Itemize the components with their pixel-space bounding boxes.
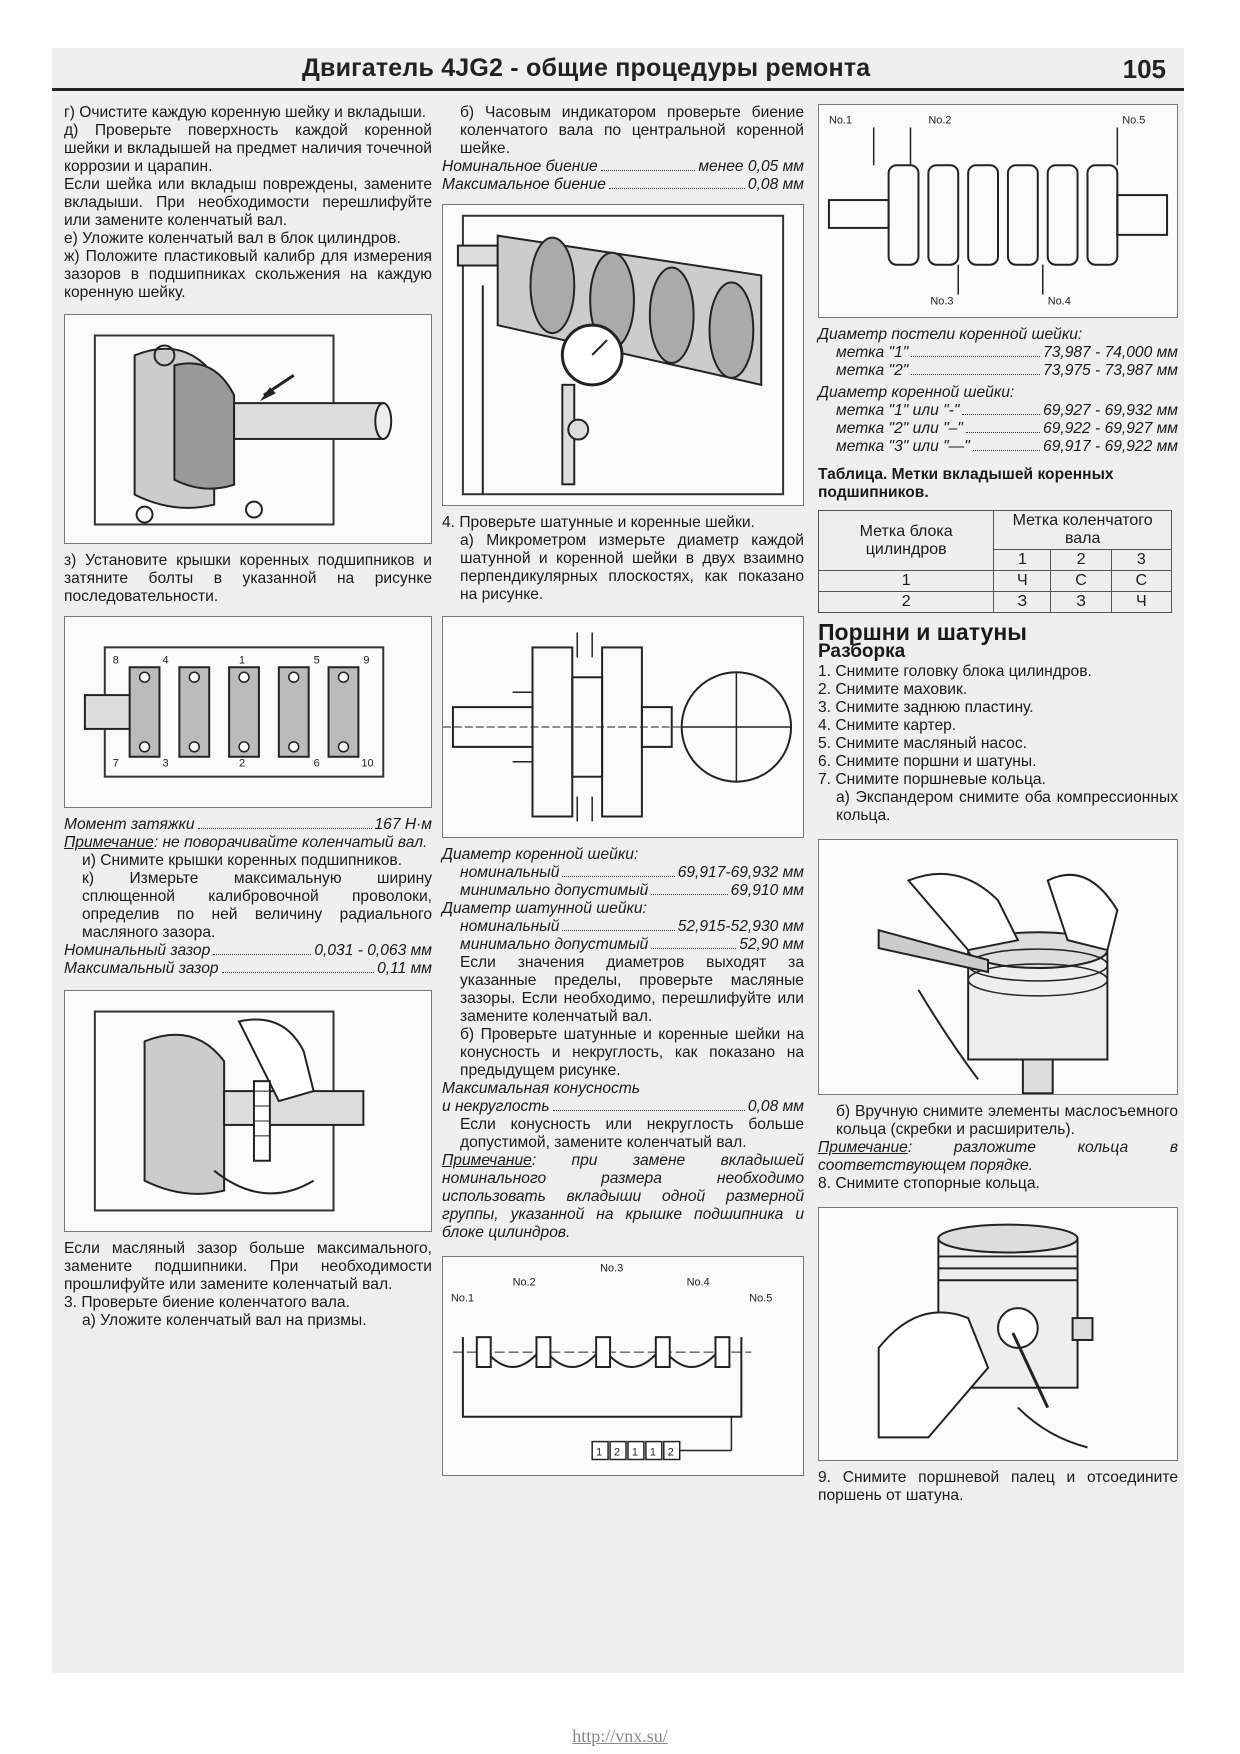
bolt-label-5: 5 [313, 654, 320, 667]
table-cell: З [1051, 592, 1111, 613]
note-no-rotate [64, 834, 432, 852]
table-row [819, 592, 1172, 613]
step-4a: а) Микрометром измерьте диаметр каждой шатунной и коренной шейки в двух взаимно перпендикулярных плоскостях, как показано на рисунке. [460, 532, 804, 603]
rod-nominal-value: 52,915-52,930 мм [677, 918, 804, 935]
step-k: к) Измерьте максимальную ширину сплющенной калибровочной проволоки, определив по ней величину радиального масляного зазора. [82, 870, 432, 941]
crankshaft-marks-diagram [819, 105, 1177, 317]
table-cell: Ч [994, 571, 1051, 592]
nominal-gap-value: 0,031 - 0,063 мм [314, 942, 432, 959]
max-runout-value: 0,08 мм [747, 176, 804, 193]
step-7a: а) Экспандером снимите оба компрессионных кольца. [836, 789, 1178, 824]
mark-box-4: 1 [649, 1446, 656, 1459]
bore-mark1-value: 73,987 - 74,000 мм [1043, 344, 1178, 361]
list-item: 1. Снимите головку блока цилиндров. [818, 663, 1092, 680]
column-middle [442, 104, 804, 1484]
bolt-label-10: 10 [361, 757, 374, 770]
list-item: 6. Снимите поршни и шатуны. [818, 753, 1037, 770]
mark-box-1: 1 [596, 1446, 603, 1459]
journal-mark3-value: 69,917 - 69,922 мм [1043, 438, 1178, 455]
note-bearing-size [442, 1152, 804, 1242]
step-zh: ж) Положите пластиковый калибр для измерения зазоров в подшипниках скольжения на каждую коренную шейку. [64, 248, 432, 301]
gap-exceeds-note: Если масляный зазор больше максимального, замените подшипники. При необходимости прошлифуйте или замените коленчатый вал. [64, 1240, 432, 1293]
step-g: г) Очистите каждую коренную шейку и вкладыши. [64, 104, 427, 121]
table-row [819, 571, 1172, 592]
column-right [818, 104, 1178, 1505]
rod-min-label: минимально допустимый [460, 936, 649, 953]
page-header [52, 48, 1184, 91]
block-mark-cell: 1 [819, 571, 994, 592]
step-7b: б) Вручную снимите элементы маслосъемного кольца (скребки и расширитель). [836, 1103, 1178, 1138]
manual-page [52, 48, 1184, 1673]
main-min-label: минимально допустимый [460, 882, 649, 899]
page-title: Двигатель 4JG2 - общие процедуры ремонта [302, 54, 871, 82]
step-9: 9. Снимите поршневой палец и отсоедините поршень от шатуна. [818, 1469, 1178, 1504]
journal-mark2-value: 69,922 - 69,927 мм [1043, 420, 1178, 437]
bolt-label-3: 3 [162, 757, 169, 770]
mark-box-5: 2 [667, 1446, 674, 1459]
step-b-runout: б) Часовым индикатором проверьте биение коленчатого вала по центральной коренной шейке. [460, 104, 804, 157]
crank-col-2: 2 [1051, 550, 1111, 571]
list-item: 5. Снимите масляный насос. [818, 735, 1027, 752]
snap-ring-illustration [819, 1208, 1177, 1460]
nominal-gap-label: Номинальный зазор [64, 942, 211, 959]
main-diameter-title: Диаметр коренной шейки: [442, 846, 639, 863]
dial-indicator-illustration [443, 205, 803, 505]
journal-mark1-label: метка "1" или "-" [836, 402, 960, 419]
block-marks-diagram [443, 1257, 803, 1475]
bolt-label-9: 9 [363, 654, 370, 667]
bolt-label-8: 8 [112, 654, 119, 667]
plastigage-illustration [65, 315, 431, 543]
note-label: Примечание [442, 1152, 532, 1169]
taper-spec [442, 1098, 804, 1116]
rod-nominal-spec [442, 918, 804, 936]
torque-label: Момент затяжки [64, 816, 195, 833]
column-left [64, 104, 432, 1330]
main-min-spec [442, 882, 804, 900]
table-cell: С [1051, 571, 1111, 592]
max-gap-value: 0,11 мм [377, 960, 432, 977]
list-item: 7. Снимите поршневые кольца. [818, 771, 1046, 788]
figure-gauge-measure [64, 990, 432, 1232]
journal-mark3-spec [818, 438, 1178, 456]
mark-box-2: 2 [614, 1446, 621, 1459]
bore-mark1-label: метка "1" [836, 344, 909, 361]
step-e: е) Уложите коленчатый вал в блок цилиндров. [64, 230, 401, 247]
step-8: 8. Снимите стопорные кольца. [818, 1175, 1040, 1192]
note-text: : не поворачивайте коленчатый вал. [153, 834, 428, 851]
taper-title: Максимальная конусность [442, 1080, 641, 1097]
fig-label-no4: No.4 [686, 1276, 710, 1289]
section-title: Поршни и шатуны [818, 619, 1027, 645]
bolt-sequence-diagram [65, 617, 431, 807]
main-min-value: 69,910 мм [730, 882, 804, 899]
rod-min-value: 52,90 мм [739, 936, 804, 953]
bolt-label-7: 7 [112, 757, 119, 770]
step-4: 4. Проверьте шатунные и коренные шейки. [442, 514, 755, 531]
nominal-runout-value: менее 0,05 мм [698, 158, 804, 175]
journal-mark2-spec [818, 420, 1178, 438]
note-ring-order [818, 1139, 1178, 1175]
bolt-label-4: 4 [162, 654, 169, 667]
table-cell: С [1111, 571, 1171, 592]
journal-mark1-value: 69,927 - 69,932 мм [1043, 402, 1178, 419]
bore-title: Диаметр постели коренной шейки: [818, 326, 1083, 343]
fig-label-no5: No.5 [749, 1292, 773, 1305]
bolt-label-1: 1 [239, 654, 246, 667]
taper-label: и некруглость [442, 1098, 550, 1115]
fig-label-no3: No.3 [930, 295, 954, 308]
journal-title: Диаметр коренной шейки: [818, 384, 1015, 401]
max-gap-spec [64, 960, 432, 978]
nominal-runout-spec [442, 158, 804, 176]
figure-micrometer-planes [442, 616, 804, 838]
crank-mark-header: Метка коленчатого вала [994, 511, 1172, 550]
rod-nominal-label: номинальный [460, 918, 560, 935]
list-item: 3. Снимите заднюю пластину. [818, 699, 1034, 716]
fig-label-no1: No.1 [828, 114, 853, 127]
bore-mark2-spec [818, 362, 1178, 380]
max-gap-label: Максимальный зазор [64, 960, 219, 977]
step-3: 3. Проверьте биение коленчатого вала. [64, 1294, 350, 1311]
taper-exceeds: Если конусность или некруглость больше допустимой, замените коленчатый вал. [460, 1116, 804, 1151]
fig-label-no5: No.5 [1122, 114, 1146, 127]
bore-mark1-spec [818, 344, 1178, 362]
fig-label-no2: No.2 [512, 1276, 536, 1289]
step-z: з) Установите крышки коренных подшипников и затяните болты в указанной на рисунке последовательности. [64, 552, 432, 605]
figure-block-marks [442, 1256, 804, 1476]
step-d: д) Проверьте поверхность каждой коренной шейки и вкладышей на предмет наличия точечной коррозии и царапин. [64, 122, 432, 175]
block-mark-cell: 2 [819, 592, 994, 613]
replace-note: Если шейка или вкладыш повреждены, замените вкладыши. При необходимости перешлифуйте или замените коленчатый вал. [64, 176, 432, 229]
figure-snap-ring [818, 1207, 1178, 1461]
table-caption: Таблица. Метки вкладышей коренных подшипников. [818, 466, 1114, 501]
diameter-out-of-range: Если значения диаметров выходят за указанные пределы, проверьте масляные зазоры. Если необходимо, перешлифуйте или замените коленчатый вал. [460, 954, 804, 1025]
fig-label-no1: No.1 [450, 1292, 475, 1305]
fig-label-no4: No.4 [1047, 295, 1071, 308]
note-label: Примечание [818, 1139, 908, 1156]
list-item: 2. Снимите маховик. [818, 681, 968, 698]
block-mark-header: Метка блока цилиндров [819, 511, 994, 571]
crank-col-1: 1 [994, 550, 1051, 571]
step-4b: б) Проверьте шатунные и коренные шейки на конусность и некруглость, как показано на предыдущем рисунке. [460, 1026, 804, 1079]
bolt-label-6: 6 [313, 757, 320, 770]
rod-diameter-title: Диаметр шатунной шейки: [442, 900, 647, 917]
torque-value: 167 Н·м [374, 816, 432, 833]
main-nominal-spec [442, 864, 804, 882]
rod-min-spec [442, 936, 804, 954]
ring-expander-illustration [819, 840, 1177, 1094]
gauge-measure-illustration [65, 991, 431, 1231]
subsection-title: Разборка [818, 641, 906, 662]
torque-spec [64, 816, 432, 834]
max-runout-spec [442, 176, 804, 194]
note-label: Примечание [64, 834, 154, 851]
max-runout-label: Максимальное биение [442, 176, 606, 193]
fig-label-no3: No.3 [600, 1262, 624, 1275]
bore-mark2-value: 73,975 - 73,987 мм [1043, 362, 1178, 379]
note-text: : при замене вкладышей номинального размера необходимо использовать вкладыши одной размерной группы, указанной на крышке подшипника и блоке цилиндров. [442, 1152, 804, 1241]
main-nominal-value: 69,917-69,932 мм [677, 864, 804, 881]
fig-label-no2: No.2 [928, 114, 952, 127]
mark-box-3: 1 [631, 1446, 639, 1459]
journal-mark1-spec [818, 402, 1178, 420]
table-cell: Ч [1111, 592, 1171, 613]
step-i: и) Снимите крышки коренных подшипников. [82, 852, 403, 869]
bearing-marks-table [818, 510, 1172, 613]
footer-link[interactable]: http://vnx.su/ [572, 1726, 668, 1746]
main-nominal-label: номинальный [460, 864, 560, 881]
figure-ring-expander [818, 839, 1178, 1095]
journal-mark3-label: метка "3" или "—" [836, 438, 970, 455]
figure-bolt-sequence [64, 616, 432, 808]
page-number: 105 [1122, 54, 1166, 84]
figure-dial-indicator [442, 204, 804, 506]
crank-col-3: 3 [1111, 550, 1171, 571]
table-cell: З [994, 592, 1051, 613]
note-text: : разложите кольца в соответствующем порядке. [818, 1139, 1178, 1174]
journal-mark2-label: метка "2" или "–" [836, 420, 963, 437]
bore-mark2-label: метка "2" [836, 362, 909, 379]
taper-value: 0,08 мм [747, 1098, 804, 1115]
bolt-label-2: 2 [239, 757, 246, 770]
step-3a: а) Уложите коленчатый вал на призмы. [82, 1312, 367, 1329]
figure-plastigage [64, 314, 432, 544]
measurement-planes-diagram [443, 617, 803, 837]
nominal-runout-label: Номинальное биение [442, 158, 598, 175]
figure-crank-marks [818, 104, 1178, 318]
nominal-gap-spec [64, 942, 432, 960]
list-item: 4. Снимите картер. [818, 717, 957, 734]
